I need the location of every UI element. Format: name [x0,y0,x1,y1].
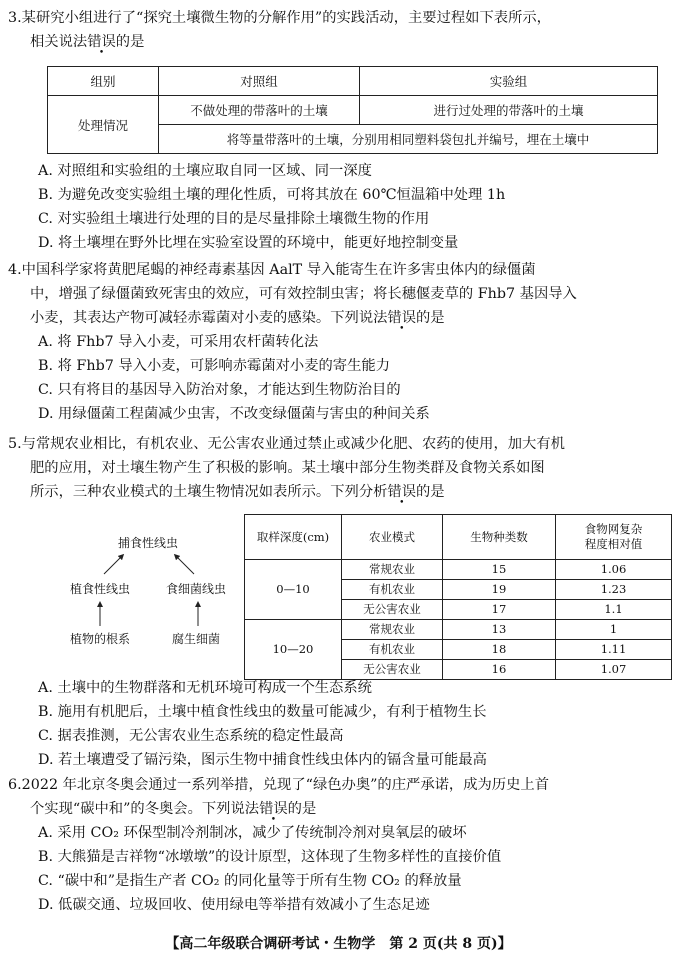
species-cell: 17 [443,600,556,620]
table-header-complexity [556,515,672,560]
option-b: B. 大熊猫是吉祥物“冰墩墩”的设计原型，这体现了生物多样性的直接价值 [38,849,502,865]
complexity-cell: 1.06 [556,560,672,580]
arrow-right-to-top [176,556,194,574]
stem-line: 的是 [287,801,317,817]
complexity-cell: 1.07 [556,660,672,680]
question-5 [8,432,672,504]
emphasis-text: 错误 [387,484,417,500]
q3-experiment-table [47,66,658,154]
stem-line: 小麦，其表达产物可减轻赤霉菌对小麦的感染。下列说法 [30,310,388,326]
option-c: C. 对实验组土壤进行处理的目的是尽量排除土壤微生物的作用 [38,211,430,227]
species-cell: 19 [443,580,556,600]
option-b: B. 为避免改变实验组土壤的理化性质，可将其放在 60℃恒温箱中处理 1h [38,187,506,203]
option-c: C. “碳中和”是指生产者 CO₂ 的同化量等于所有生物 CO₂ 的释放量 [38,873,462,889]
emphasis-text: 错误 [259,801,288,817]
table-header-depth: 取样深度(cm) [245,515,342,560]
option-d: D. 低碳交通、垃圾回收、使用绿电等举措有效减小了生态足迹 [38,897,430,913]
table-header-mode: 农业模式 [342,515,443,560]
mode-cell: 无公害农业 [342,660,443,680]
stem-line: 某研究小组进行了“探究土壤微生物的分解作用”的实践活动，主要过程如下表所示， [21,10,551,26]
mode-cell: 无公害农业 [342,600,443,620]
page-footer: 【高二年级联合调研考试・生物学 第 2 页(共 8 页)】 [165,936,512,952]
question-3-options [8,159,672,255]
stem-line: 中国科学家将黄肥尾蝎的神经毒素基因 AalT 导入能寄生在许多害虫体内的绿僵菌 [21,262,536,278]
table-header-control: 对照组 [159,67,360,96]
question-3-stem [8,6,672,54]
question-4 [8,258,672,426]
complexity-cell: 1.11 [556,640,672,660]
question-4-stem [8,258,672,330]
option-b: B. 施用有机肥后，土壤中植食性线虫的数量可能减少，有利于植物生长 [38,704,487,720]
table-row [245,560,672,580]
table-cell-experiment: 进行过处理的带落叶的土壤 [360,96,658,125]
stem-line: 肥的应用，对土壤生物产生了积极的影响。某土壤中部分生物类群及食物关系如图 [30,460,545,476]
question-number: 5. [8,436,22,452]
option-c: C. 只有将目的基因导入防治对象，才能达到生物防治目的 [38,382,401,398]
question-5-stem [8,432,672,504]
stem-line: 中，增强了绿僵菌致死害虫的效应，可有效控制虫害；将长穗偃麦草的 Fhb7 基因导入 [30,286,577,302]
node-plant-roots: 植物的根系 [70,632,131,646]
food-web-diagram [70,534,240,654]
species-cell: 18 [443,640,556,660]
stem-line: 所示，三种农业模式的土壤生物情况如表所示。下列分析 [30,484,388,500]
table-cell-control: 不做处理的带落叶的土壤 [159,96,360,125]
emphasis-text: 错误 [387,310,417,326]
table-header-species: 生物种类数 [443,515,556,560]
mode-cell: 常规农业 [342,620,443,640]
option-c: C. 据表推测，无公害农业生态系统的稳定性最高 [38,728,344,744]
complexity-cell: 1 [556,620,672,640]
option-a: A. 将 Fhb7 导入小麦，可采用农杆菌转化法 [38,334,319,350]
node-bacterivorous-nematode: 食细菌线虫 [166,582,227,596]
node-saprophytic-bacteria: 腐生细菌 [172,632,221,646]
table-header-group: 组别 [48,67,159,96]
stem-line: 个实现“碳中和”的冬奥会。下列说法 [30,801,260,817]
option-d: D. 用绿僵菌工程菌减少虫害，不改变绿僵菌与害虫的种间关系 [38,406,430,422]
mode-cell: 有机农业 [342,640,443,660]
question-5-options [8,676,672,772]
depth-cell: 10—20 [245,620,342,680]
mode-cell: 常规农业 [342,560,443,580]
option-a: A. 采用 CO₂ 环保型制冷剂制冰，减少了传统制冷剂对臭氧层的破坏 [38,825,467,841]
node-herbivorous-nematode: 植食性线虫 [70,582,131,596]
question-number: 6. [8,777,22,793]
species-cell: 15 [443,560,556,580]
stem-line: 与常规农业相比，有机农业、无公害农业通过禁止或减少化肥、农药的使用，加大有机 [21,436,565,452]
stem-line: 的是 [115,34,145,50]
question-3 [8,6,672,54]
option-d: D. 若土壤遭受了镉污染，图示生物中捕食性线虫体内的镉含量可能最高 [38,752,487,768]
species-cell: 13 [443,620,556,640]
stem-line: 2022 年北京冬奥会通过一系列举措，兑现了“绿色办奥”的庄严承诺，成为历史上首 [21,777,549,793]
species-cell: 16 [443,660,556,680]
stem-line: 的是 [416,310,445,326]
depth-cell: 0—10 [245,560,342,620]
question-6-stem [8,773,672,821]
table-cell-shared: 将等量带落叶的土壤，分别用相同塑料袋包扎并编号，埋在土壤中 [159,125,658,154]
option-b: B. 将 Fhb7 导入小麦，可影响赤霉菌对小麦的寄生能力 [38,358,390,374]
table-row [245,620,672,640]
q5-soil-table [244,514,672,680]
header-line: 程度相对值 [584,537,643,551]
option-d: D. 将土壤埋在野外比埋在实验室设置的环境中，能更好地控制变量 [38,235,459,251]
question-number: 4. [8,262,22,278]
complexity-cell: 1.23 [556,580,672,600]
table-header-experiment: 实验组 [360,67,658,96]
table-row-label: 处理情况 [48,96,159,154]
header-line: 食物网复杂 [584,522,643,536]
stem-line: 相关说法 [30,34,88,50]
mode-cell: 有机农业 [342,580,443,600]
option-a: A. 土壤中的生物群落和无机环境可构成一个生态系统 [38,680,372,696]
stem-line: 的是 [416,484,445,500]
arrow-left-to-top [104,556,122,574]
complexity-cell: 1.1 [556,600,672,620]
node-predatory-nematode: 捕食性线虫 [118,536,179,550]
question-6 [8,773,672,917]
emphasis-text: 错误 [87,34,116,50]
option-a: A. 对照组和实验组的土壤应取自同一区域、同一深度 [38,163,372,179]
question-number: 3. [8,10,22,26]
